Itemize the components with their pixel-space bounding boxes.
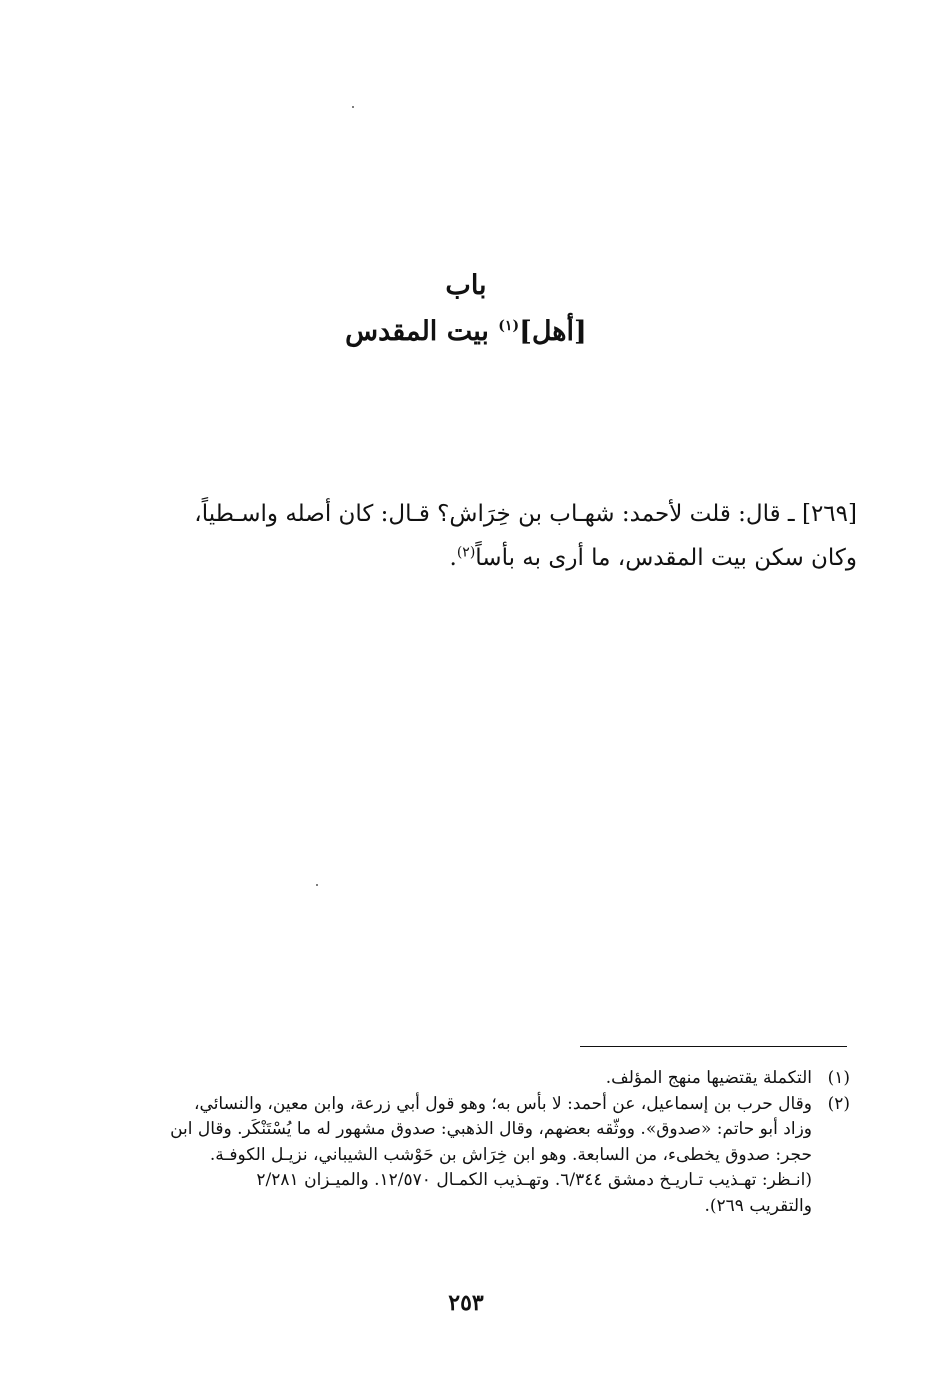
footnote-line: التكملة يقتضيها منهج المؤلف. bbox=[605, 1068, 812, 1088]
chapter-heading bbox=[0, 268, 932, 304]
footnote-line: حجر: صدوق يخطىء، من السابعة. وهو ابن خِرَاش بن حَوْشب الشيباني، نزيـل الكوفـة. bbox=[209, 1144, 812, 1165]
entry-text: وكان سكن بيت المقدس، ما أرى به بأساً bbox=[475, 545, 857, 571]
footnote-line: وزاد أبو حاتم: «صدوق». ووثّقه بعضهم، وقال الذهبي: صدوق مشهور له ما يُسْتَنْكَر. وقال ابن bbox=[170, 1119, 812, 1139]
footnote-line: وقال حرب بن إسماعيل، عن أحمد: لا بأس به؛ وهو قول أبي زرعة، وابن معين، والنسائي، bbox=[194, 1093, 812, 1114]
footnote bbox=[98, 1066, 850, 1092]
chapter-heading-text: باب bbox=[445, 270, 487, 301]
footnote-reference: (١) bbox=[498, 318, 520, 334]
entry-line bbox=[95, 536, 857, 580]
footnote-line: (انـظر: تهـذيب تـاريـخ دمشق ٦/٣٤٤. وتهـذيب الكمـال ١٢/٥٧٠. والميـزان ٢/٢٨١ bbox=[256, 1170, 812, 1190]
footnote-number: (١) bbox=[827, 1068, 850, 1088]
footnote-number: (٢) bbox=[827, 1093, 850, 1114]
footnote-line: والتقريب ٢٦٩). bbox=[704, 1195, 812, 1216]
chapter-subheading-bracket: [أهل] bbox=[519, 316, 587, 347]
page-number: ٢٥٣ bbox=[448, 1290, 484, 1316]
footnote-reference: (٢) bbox=[456, 544, 476, 561]
entry-paragraph bbox=[95, 492, 857, 580]
chapter-subheading-text: بيت المقدس bbox=[345, 316, 499, 347]
scan-speck bbox=[352, 106, 354, 108]
entry-text-end: . bbox=[449, 545, 457, 571]
footnotes bbox=[98, 1066, 850, 1219]
footnote-divider bbox=[580, 1046, 847, 1047]
scan-speck bbox=[316, 884, 318, 886]
footnote bbox=[98, 1092, 850, 1220]
chapter-subheading bbox=[0, 312, 932, 352]
entry-line: [٢٦٩] ـ قال: قلت لأحمد: شهـاب بن خِرَاش؟ قـال: كان أصله واسـطياً، bbox=[194, 501, 857, 527]
